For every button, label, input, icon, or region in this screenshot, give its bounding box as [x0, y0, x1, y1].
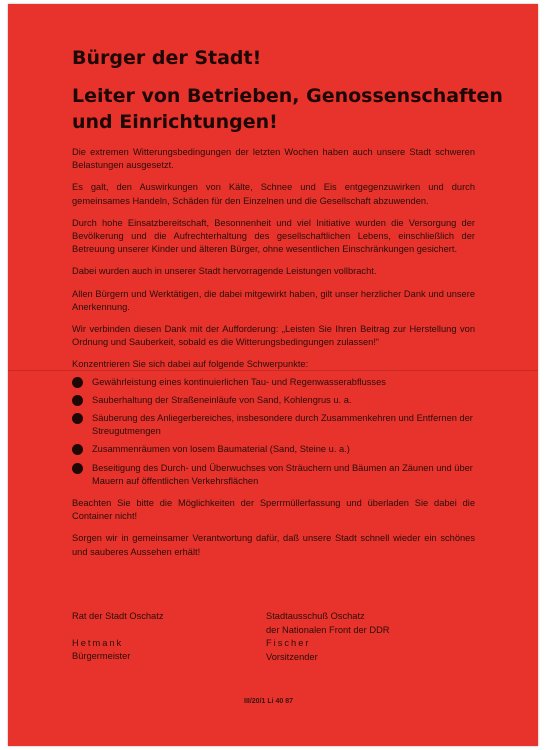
signature-committee [266, 610, 486, 664]
paragraph: Durch hohe Einsatzbereitschaft, Besonnenheit und viel Initiative wurden die Versorgung der Bevölkerung und die Aufrechterhaltung des gesellschaftlichen Lebens, einschließlich der Betreuung unserer Kinder und älteren Bürger, ohne wesentlichen Einschränkungen gesichert. [72, 217, 475, 255]
bullet-icon [72, 377, 83, 388]
signature-name: Hetmank [72, 637, 124, 648]
list-item-text: Sauberhaltung der Straßeneinläufe von Sand, Kohlengrus u. a. [92, 394, 352, 405]
list-item-text: Beseitigung des Durch- und Überwuchses von Sträuchern und Bäumen an Zäunen und über Mauern auf öffentlichen Verkehrsflächen [92, 462, 473, 486]
closing-paragraph: Beachten Sie bitte die Möglichkeiten der Sperrmüllerfassung und überladen Sie dabei die Container nicht! [72, 498, 475, 522]
list-item-text: Säuberung des Anliegerbereiches, insbesondere durch Zusammenkehren und Entfernen der Streugutmengen [92, 413, 473, 437]
bullet-icon [72, 444, 83, 455]
priority-list [72, 376, 475, 488]
body-text [72, 146, 475, 568]
flyer-sheet [8, 4, 538, 746]
paragraph: Die extremen Witterungsbedingungen der letzten Wochen haben auch unsere Stadt schweren Belastungen ausgesetzt. [72, 147, 475, 171]
signature-title: Bürgermeister [72, 651, 131, 661]
signature-org: Stadtausschuß Oschatz [266, 611, 365, 621]
signature-org-line2: der Nationalen Front der DDR [266, 624, 390, 635]
print-imprint: III/20/1 Li 40 87 [244, 698, 294, 705]
signature-title: Vorsitzender [266, 651, 318, 662]
signature-name: Fischer [266, 638, 311, 648]
paragraph: Dabei wurden auch in unserer Stadt hervorragende Leistungen vollbracht. [72, 266, 377, 277]
subheadline: Leiter von Betrieben, Genossenschaften und Einrichtungen! [72, 85, 503, 133]
list-item [72, 394, 475, 407]
list-item-text: Zusammenräumen von losem Baumaterial (Sand, Steine u. a.) [92, 444, 350, 455]
list-item-text: Gewährleistung eines kontinuierlichen Tau- und Regenwasserabflusses [92, 376, 386, 387]
list-item [72, 443, 475, 456]
signature-org: Rat der Stadt Oschatz [72, 611, 164, 621]
list-item [72, 462, 475, 488]
list-item [72, 376, 475, 389]
signature-council [72, 610, 252, 664]
bullet-icon [72, 463, 83, 474]
paragraph: Allen Bürgern und Werktätigen, die dabei mitgewirkt haben, gilt unser herzlicher Dank und unsere Anerkennung. [72, 288, 475, 312]
headline: Bürger der Stadt! [72, 47, 262, 69]
bullet-icon [72, 395, 83, 406]
paragraph: Wir verbinden diesen Dank mit der Aufforderung: „Leisten Sie Ihren Beitrag zur Herstellung von Ordnung und Sauberkeit, sobald es die Witterungsbedingungen zulassen!“ [72, 324, 475, 348]
list-item [72, 412, 475, 438]
paragraph: Es galt, den Auswirkungen von Kälte, Schnee und Eis entgegenzuwirken und durch gemeinsames Handeln, Schäden für den Einzelnen und die Gesellschaft abzuwenden. [72, 182, 475, 206]
bullet-icon [72, 413, 83, 424]
headline-block [72, 46, 512, 135]
closing-paragraph: Sorgen wir in gemeinsamer Verantwortung dafür, daß unsere Stadt schnell wieder ein schönes und sauberes Aussehen erhält! [72, 533, 475, 557]
paragraph: Konzentrieren Sie sich dabei auf folgende Schwerpunkte: [72, 359, 309, 370]
